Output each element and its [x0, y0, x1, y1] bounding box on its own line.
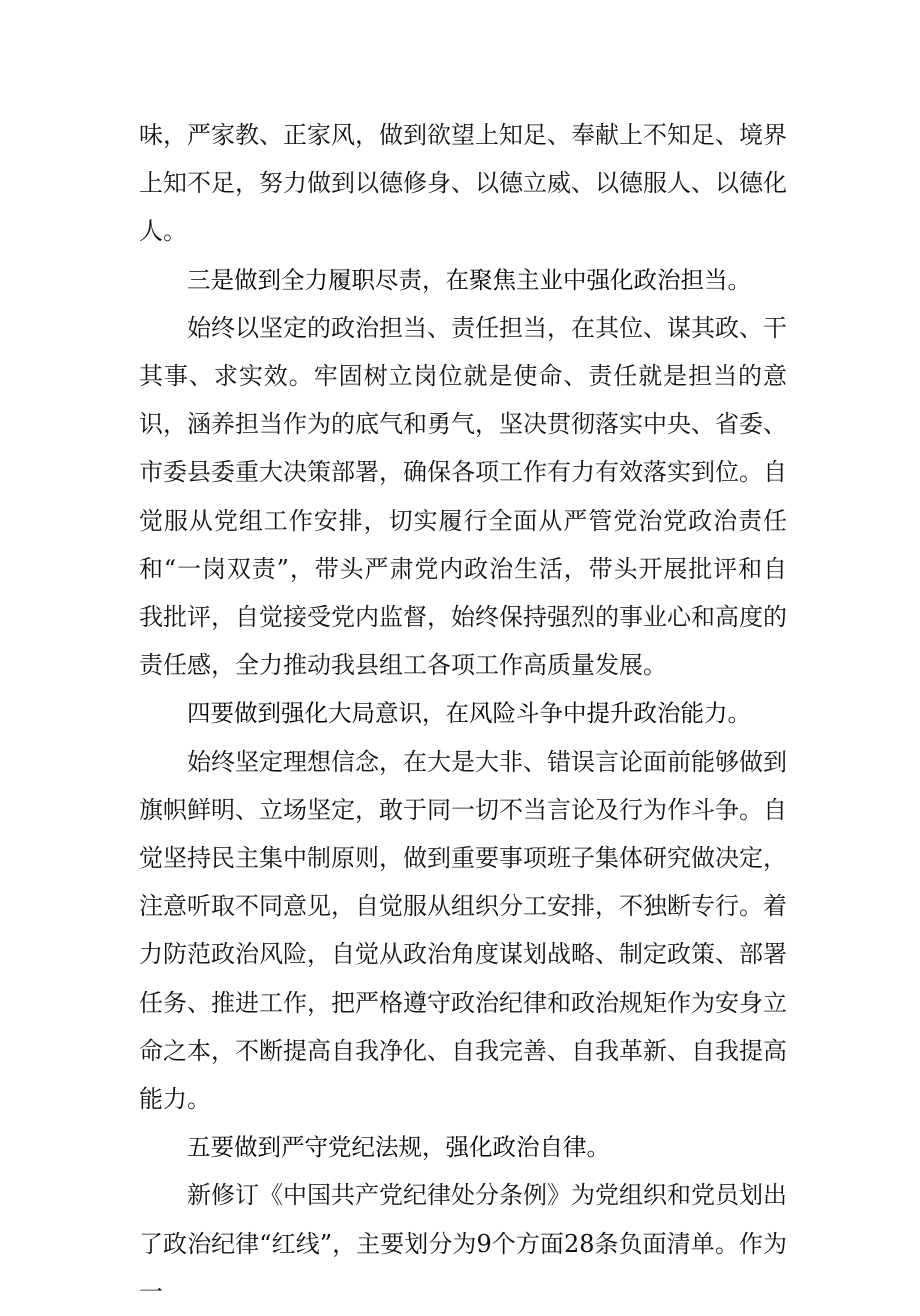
- paragraph-section-three: 始终以坚定的政治担当、责任担当，在其位、谋其政、干其事、求实效。牢固树立岗位就是使命、责任就是担当的意识，涵养担当作为的底气和勇气，坚决贯彻落实中央、省委、市委县委重大决策部署，确保各项工作有力有效落实到位。自觉服从党组工作安排，切实履行全面从严管党治党政治责任和“一岗双责”，带头严肃党内政治生活，带头开展批评和自我批评，自觉接受党内监督，始终保持强烈的事业心和高度的责任感，全力推动我县组工各项工作高质量发展。: [139, 313, 787, 680]
- section-heading-three: 三是做到全力履职尽责，在聚焦主业中强化政治担当。: [187, 265, 751, 294]
- section-heading-four: 四要做到强化大局意识，在风险斗争中提升政治能力。: [187, 699, 751, 728]
- document-body: [139, 111, 787, 1316]
- paragraph-continued: 味，严家教、正家风，做到欲望上知足、奉献上不知足、境界上知不足，努力做到以德修身、以德立威、以德服人、以德化人。: [139, 121, 787, 246]
- paragraph-section-four: 始终坚定理想信念，在大是大非、错误言论面前能够做到旗帜鲜明、立场坚定，敢于同一切不当言论及行为作斗争。自觉坚持民主集中制原则，做到重要事项班子集体研究做决定，注意听取不同意见，自觉服从组织分工安排，不独断专行。着力防范政治风险，自觉从政治角度谋划战略、制定政策、部署任务、推进工作，把严格遵守政治纪律和政治规矩作为安身立命之本，不断提高自我净化、自我完善、自我革新、自我提高能力。: [139, 747, 787, 1114]
- paragraph-section-five: 新修订《中国共产党纪律处分条例》为党组织和党员划出了政治纪律“红线”，主要划分为9个方面28条负面清单。作为一: [139, 1181, 787, 1306]
- section-heading-five: 五要做到严守党纪法规，强化政治自律。: [187, 1133, 610, 1162]
